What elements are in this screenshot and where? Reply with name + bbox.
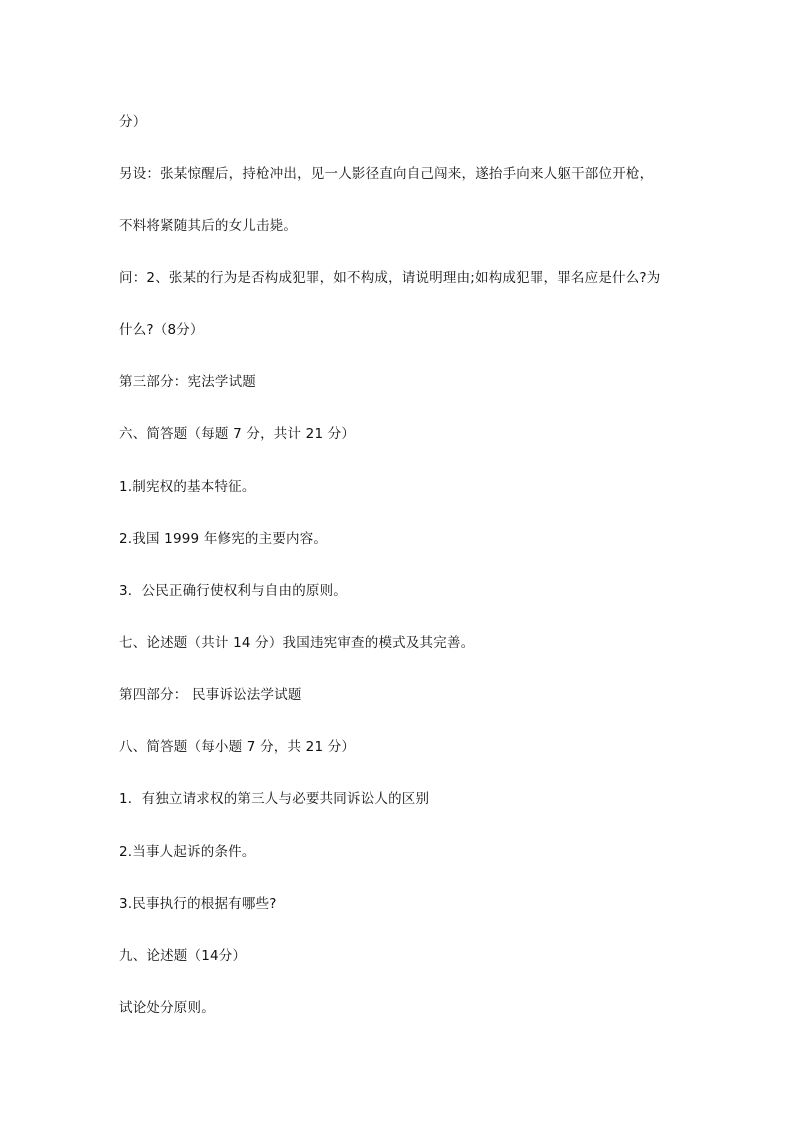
question-item-8-3: 3.民事执行的根据有哪些? xyxy=(119,896,277,912)
question-heading-8: 八、简答题（每小题 7 分，共 21 分） xyxy=(119,739,356,755)
question-item-6-2: 2.我国 1999 年修宪的主要内容。 xyxy=(119,531,328,547)
text-line-question-2-cont: 什么?（8分） xyxy=(119,322,204,338)
question-item-9: 试论处分原则。 xyxy=(119,1000,215,1016)
section-heading-part-4: 第四部分： 民事诉讼法学试题 xyxy=(119,687,302,703)
question-item-6-1: 1.制宪权的基本特征。 xyxy=(119,479,256,495)
question-heading-9: 九、论述题（14分） xyxy=(119,948,247,964)
text-line-score-continuation: 分） xyxy=(119,114,147,130)
question-item-6-3: 3．公民正确行使权利与自由的原则。 xyxy=(119,583,347,599)
question-item-8-1: 1．有独立请求权的第三人与必要共同诉讼人的区别 xyxy=(119,791,430,807)
section-heading-part-3: 第三部分：宪法学试题 xyxy=(119,374,256,390)
question-item-8-2: 2.当事人起诉的条件。 xyxy=(119,844,256,860)
text-line-scenario-cont: 不料将紧随其后的女儿击毙。 xyxy=(119,218,298,234)
text-line-question-2: 问：2、张某的行为是否构成犯罪，如不构成，请说明理由;如构成犯罪，罪名应是什么?为 xyxy=(119,270,661,286)
text-line-scenario: 另设：张某惊醒后，持枪冲出，见一人影径直向自己闯来，遂抬手向来人躯干部位开枪， xyxy=(119,166,654,182)
question-heading-6: 六、简答题（每题 7 分，共计 21 分） xyxy=(119,426,356,442)
question-heading-7: 七、论述题（共计 14 分）我国违宪审查的模式及其完善。 xyxy=(119,635,475,651)
